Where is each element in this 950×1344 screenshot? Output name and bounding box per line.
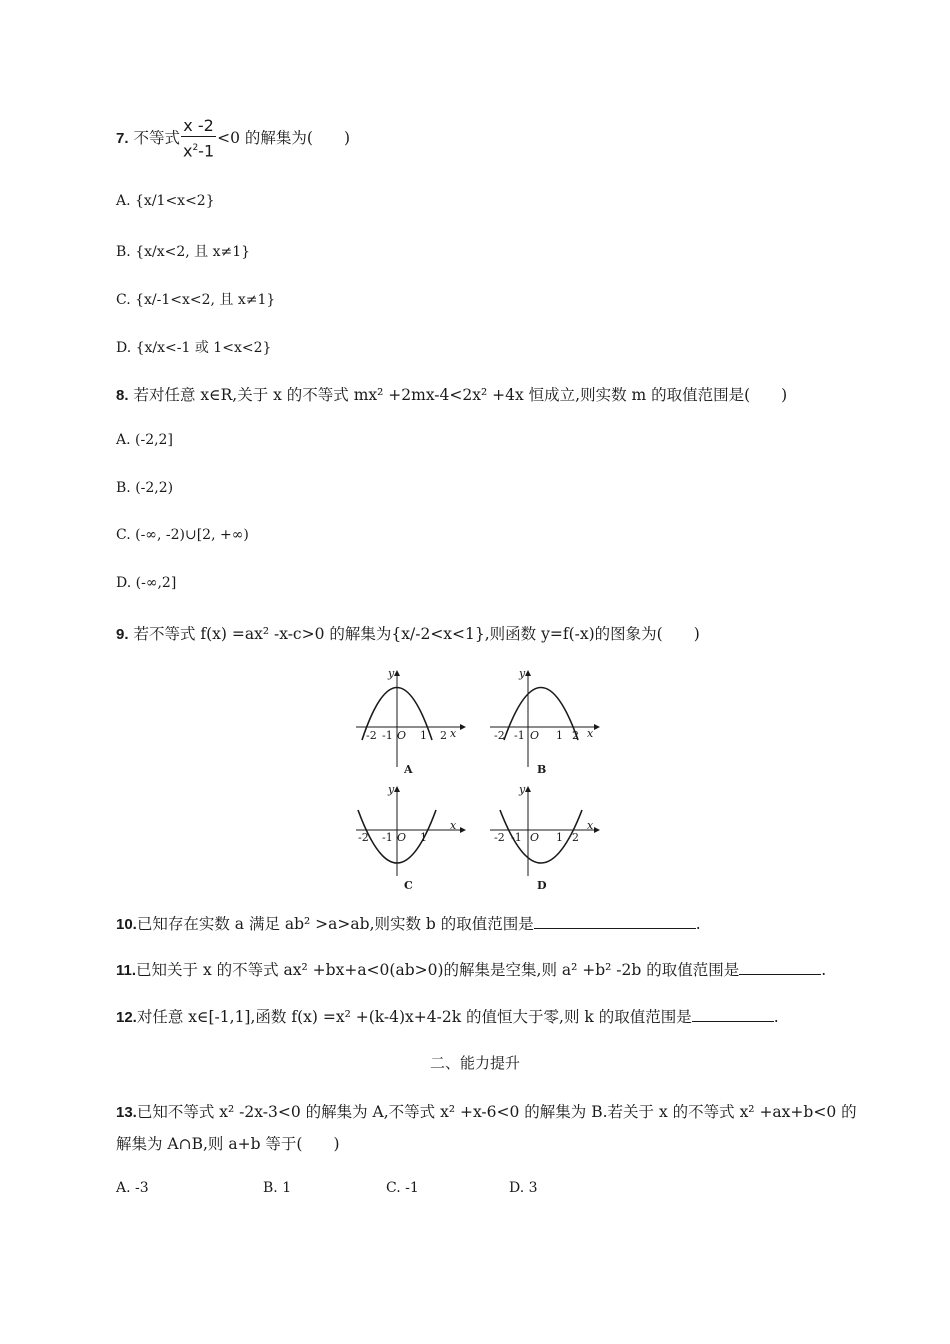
q11-stem xyxy=(116,958,826,980)
graph-b-tick: 2 xyxy=(572,729,579,742)
graph-a-tick: -2 xyxy=(366,729,377,742)
q13-stem-line1 xyxy=(116,1100,857,1122)
graph-d-label: D xyxy=(537,879,547,892)
q12-answer-blank[interactable] xyxy=(692,1007,774,1022)
q8-option-b[interactable]: B. (-2,2) xyxy=(116,480,174,496)
graph-c-tick: -1 xyxy=(382,831,393,844)
graph-a-x-label: x xyxy=(450,727,457,740)
graph-a-label: A xyxy=(404,763,413,776)
graph-b-tick: 1 xyxy=(556,729,563,742)
q12-end: . xyxy=(773,1008,779,1026)
q7-suffix: <0 的解集为( ) xyxy=(217,129,350,148)
graph-c-tick: -2 xyxy=(358,831,369,844)
section-heading: 二、能力提升 xyxy=(429,1054,520,1072)
q12-number: 12. xyxy=(116,1009,137,1026)
q10-number: 10. xyxy=(116,916,137,933)
q11-text: 已知关于 x 的不等式 ax² +bx+a<0(ab>0)的解集是空集,则 a² +b² -2b 的取值范围是 xyxy=(136,961,740,979)
q10-end: . xyxy=(695,915,701,933)
q7-option-c[interactable]: C. {x/-1<x<2, 且 x≠1} xyxy=(116,292,276,308)
q7-fraction-denominator xyxy=(181,137,216,162)
graph-b-tick: -2 xyxy=(494,729,505,742)
q13-text-line1: 已知不等式 x² -2x-3<0 的解集为 A,不等式 x² +x-6<0 的解集为 B.若关于 x 的不等式 x² +ax+b<0 的 xyxy=(136,1103,857,1121)
graph-c-x-label: x xyxy=(450,819,457,832)
q9-number: 9. xyxy=(116,626,129,643)
graph-d-tick: O xyxy=(530,831,540,844)
q13-stem-line2: 解集为 A∩B,则 a+b 等于( ) xyxy=(116,1135,340,1153)
q12-stem xyxy=(116,1005,779,1027)
graph-d-tick: -1 xyxy=(511,831,522,844)
q9-text: 若不等式 f(x) =ax² -x-c>0 的解集为{x/-2<x<1},则函数 y=f(-x)的图象为( ) xyxy=(133,625,700,643)
q7-option-a[interactable]: A. {x/1<x<2} xyxy=(116,193,215,209)
q13-option-c[interactable]: C. -1 xyxy=(386,1180,419,1196)
graph-b-tick: -1 xyxy=(514,729,525,742)
graph-a-tick: 2 xyxy=(440,729,447,742)
q13-option-d[interactable]: D. 3 xyxy=(509,1180,538,1196)
graph-a-y-label: y xyxy=(388,667,395,680)
graph-b-x-label: x xyxy=(587,727,594,740)
q13-number: 13. xyxy=(116,1104,137,1121)
q9-graph-d[interactable] xyxy=(484,778,604,893)
q9-stem xyxy=(116,622,700,644)
graph-c-tick: O xyxy=(397,831,407,844)
q7-option-d[interactable]: D. {x/x<-1 或 1<x<2} xyxy=(116,340,272,356)
q7-den-base: x xyxy=(182,141,193,161)
q7-fraction xyxy=(181,116,216,162)
q13-option-b[interactable]: B. 1 xyxy=(263,1180,292,1196)
q10-stem xyxy=(116,912,701,934)
q12-text: 对任意 x∈[-1,1],函数 f(x) =x² +(k-4)x+4-2k 的值恒大于零,则 k 的取值范围是 xyxy=(136,1008,692,1026)
q9-graph-a[interactable] xyxy=(350,662,470,777)
q8-option-a[interactable]: A. (-2,2] xyxy=(116,432,173,448)
q7-den-rest: -1 xyxy=(198,141,215,161)
graph-b-tick: O xyxy=(530,729,540,742)
q13-option-a[interactable]: A. -3 xyxy=(116,1180,149,1196)
q11-answer-blank[interactable] xyxy=(739,960,821,975)
graph-c-tick: 1 xyxy=(420,831,427,844)
q7-number: 7. xyxy=(116,130,129,148)
graph-c-y-label: y xyxy=(388,783,395,796)
q7-option-b[interactable]: B. {x/x<2, 且 x≠1} xyxy=(116,244,251,260)
graph-d-y-label: y xyxy=(519,783,526,796)
graph-b-y-label: y xyxy=(519,667,526,680)
graph-c-label: C xyxy=(404,879,413,892)
q9-graph-c[interactable] xyxy=(350,778,470,893)
graph-a-tick: O xyxy=(397,729,407,742)
q10-answer-blank[interactable] xyxy=(534,914,696,929)
q11-end: . xyxy=(821,961,827,979)
q9-graph-b[interactable] xyxy=(484,662,604,777)
q7-prefix: 不等式 xyxy=(133,129,180,148)
q8-stem xyxy=(116,383,787,405)
q11-number: 11. xyxy=(116,962,137,979)
graph-a-tick: -1 xyxy=(382,729,393,742)
q10-text: 已知存在实数 a 满足 ab² >a>ab,则实数 b 的取值范围是 xyxy=(136,915,534,933)
q7-den-exp: 2 xyxy=(192,143,199,153)
graph-d-tick: -2 xyxy=(494,831,505,844)
graph-a-tick: 1 xyxy=(420,729,427,742)
graph-d-tick: 1 xyxy=(556,831,563,844)
q7-fraction-numerator: x -2 xyxy=(181,116,216,137)
q8-option-c[interactable]: C. (-∞, -2)∪[2, +∞) xyxy=(116,527,249,543)
graph-d-tick: 2 xyxy=(572,831,579,844)
q8-number: 8. xyxy=(116,387,129,404)
q8-option-d[interactable]: D. (-∞,2] xyxy=(116,575,177,591)
graph-d-x-label: x xyxy=(587,819,594,832)
q7-stem xyxy=(116,116,350,162)
graph-b-label: B xyxy=(537,763,547,776)
q8-text: 若对任意 x∈R,关于 x 的不等式 mx² +2mx-4<2x² +4x 恒成立,则实数 m 的取值范围是( ) xyxy=(133,386,788,404)
